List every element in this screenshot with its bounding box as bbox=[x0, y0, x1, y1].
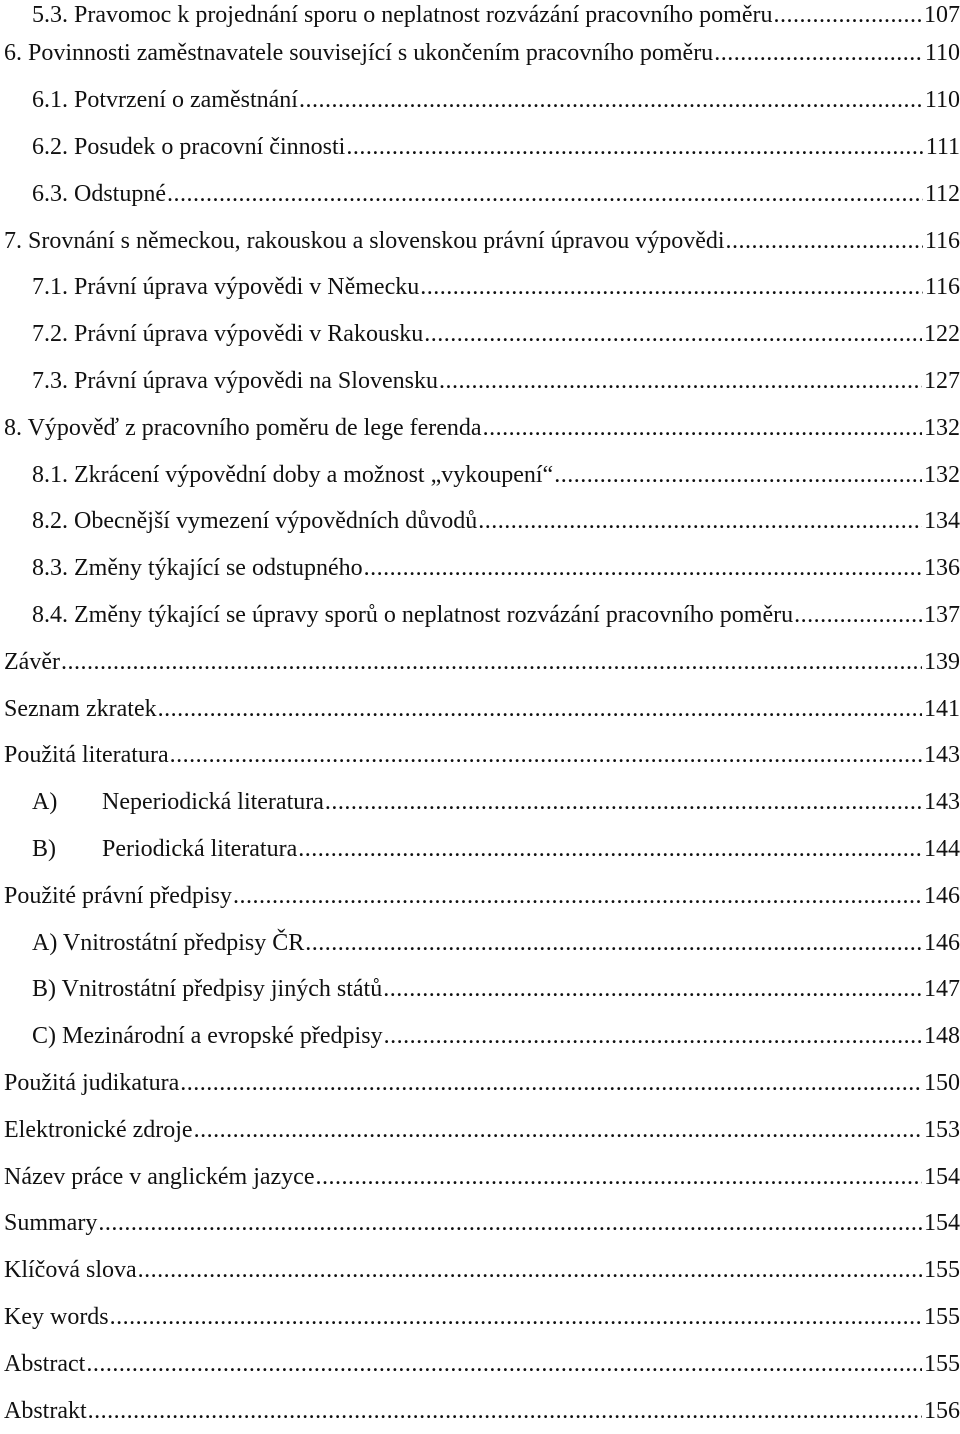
toc-entry-page-number: 141 bbox=[924, 695, 960, 722]
toc-entry-page-number: 136 bbox=[924, 555, 960, 582]
toc-entry-title bbox=[32, 88, 298, 112]
toc-entry-label: B) Vnitrostátní předpisy jiných států bbox=[32, 976, 383, 1003]
toc-entry[interactable] bbox=[4, 545, 960, 592]
toc-entry-label: 6.3. Odstupné bbox=[32, 180, 166, 207]
toc-entry[interactable] bbox=[4, 170, 960, 217]
toc-entry-page-number: 154 bbox=[924, 1163, 960, 1190]
toc-entry[interactable] bbox=[4, 1387, 960, 1434]
dot-leader bbox=[305, 931, 922, 955]
toc-entry-title bbox=[32, 931, 304, 955]
toc-entry-label: Závěr bbox=[4, 648, 60, 675]
toc-entry-label: 8.4. Změny týkající se úpravy sporů o neplatnost rozvázání pracovního poměru bbox=[32, 601, 794, 628]
toc-entry[interactable] bbox=[4, 1153, 960, 1200]
dot-leader bbox=[61, 650, 922, 674]
toc-entry-letter: A) bbox=[32, 789, 58, 816]
toc-entry-page-number: 110 bbox=[924, 87, 960, 114]
toc-entry[interactable] bbox=[4, 0, 960, 30]
toc-entry-label: Název práce v anglickém jazyce bbox=[4, 1163, 315, 1190]
toc-entry-page-number: 155 bbox=[924, 1303, 960, 1330]
toc-entry-label: 8. Výpověď z pracovního poměru de lege ferenda bbox=[4, 414, 482, 441]
toc-entry-label: Elektronické zdroje bbox=[4, 1116, 193, 1143]
toc-entry-title bbox=[32, 603, 793, 627]
toc-entry-page-number: 132 bbox=[924, 414, 960, 441]
toc-entry-label: Abstrakt bbox=[4, 1397, 87, 1424]
toc-entry-label: Klíčová slova bbox=[4, 1257, 137, 1284]
toc-entry-page-number: 155 bbox=[924, 1350, 960, 1377]
dot-leader bbox=[138, 1258, 922, 1282]
toc-entry-title bbox=[4, 1071, 179, 1095]
toc-entry-label: 8.3. Změny týkající se odstupného bbox=[32, 555, 363, 582]
toc-entry-title bbox=[4, 1118, 193, 1142]
dot-leader bbox=[554, 463, 922, 487]
toc-entry-page-number: 153 bbox=[924, 1116, 960, 1143]
dot-leader bbox=[364, 556, 922, 580]
dot-leader bbox=[110, 1305, 922, 1329]
toc-entry-page-number: 144 bbox=[924, 835, 960, 862]
toc-entry-title bbox=[32, 182, 166, 206]
toc-entry-page-number: 156 bbox=[924, 1397, 960, 1424]
dot-leader bbox=[478, 509, 922, 533]
toc-entry-title bbox=[4, 1165, 314, 1189]
toc-entry-page-number: 132 bbox=[924, 461, 960, 488]
toc-entry[interactable] bbox=[4, 826, 960, 873]
toc-entry[interactable] bbox=[4, 872, 960, 919]
toc-entry[interactable] bbox=[4, 451, 960, 498]
toc-entry-page-number: 111 bbox=[925, 133, 960, 160]
toc-entry[interactable] bbox=[4, 919, 960, 966]
toc-entry-page-number: 146 bbox=[924, 882, 960, 909]
dot-leader bbox=[170, 743, 922, 767]
toc-entry[interactable] bbox=[4, 1013, 960, 1060]
toc-entry-label: 5.3. Pravomoc k projednání sporu o neplatnost rozvázání pracovního poměru bbox=[32, 2, 773, 28]
toc-entry-page-number: 146 bbox=[924, 929, 960, 956]
toc-entry-label: Summary bbox=[4, 1210, 98, 1237]
toc-entry-title bbox=[32, 790, 324, 814]
dot-leader bbox=[346, 135, 923, 159]
toc-entry-label: Periodická literatura bbox=[102, 835, 298, 862]
toc-entry-page-number: 112 bbox=[924, 180, 960, 207]
dot-leader bbox=[298, 837, 922, 861]
toc-entry-title bbox=[32, 509, 477, 533]
toc-entry-label: 7. Srovnání s německou, rakouskou a slovenskou právní úpravou výpovědi bbox=[4, 227, 725, 254]
toc-entry-title bbox=[32, 837, 297, 861]
toc-entry[interactable] bbox=[4, 779, 960, 826]
dot-leader bbox=[773, 3, 922, 27]
toc-entry-label: 6.2. Posudek o pracovní činnosti bbox=[32, 133, 346, 160]
dot-leader bbox=[483, 416, 922, 440]
toc-entry-page-number: 150 bbox=[924, 1069, 960, 1096]
dot-leader bbox=[794, 603, 922, 627]
toc-entry-title bbox=[4, 650, 60, 674]
toc-entry[interactable] bbox=[4, 498, 960, 545]
toc-entry[interactable] bbox=[4, 732, 960, 779]
toc-entry-page-number: 127 bbox=[924, 367, 960, 394]
toc-entry[interactable] bbox=[4, 404, 960, 451]
toc-entry-title bbox=[4, 416, 482, 440]
toc-entry-title bbox=[4, 1305, 109, 1329]
toc-entry-page-number: 116 bbox=[924, 274, 960, 301]
toc-entry-label: 7.2. Právní úprava výpovědi v Rakousku bbox=[32, 321, 424, 348]
toc-entry-label: 7.3. Právní úprava výpovědi na Slovensku bbox=[32, 367, 438, 394]
toc-entry-page-number: 143 bbox=[924, 742, 960, 769]
toc-entry-label: Abstract bbox=[4, 1350, 86, 1377]
toc-entry-label: 6. Povinnosti zaměstnavatele související s ukončením pracovního poměru bbox=[4, 40, 714, 67]
toc-entry-page-number: 116 bbox=[924, 227, 960, 254]
dot-leader bbox=[88, 1399, 922, 1423]
toc-entry[interactable] bbox=[4, 592, 960, 639]
toc-entry-page-number: 148 bbox=[924, 1023, 960, 1050]
dot-leader bbox=[98, 1211, 922, 1235]
toc-entry[interactable] bbox=[4, 1247, 960, 1294]
toc-entry[interactable] bbox=[4, 685, 960, 732]
toc-entry-page-number: 134 bbox=[924, 508, 960, 535]
toc-entry-title bbox=[32, 1024, 383, 1048]
toc-entry-label: Použitá literatura bbox=[4, 742, 169, 769]
toc-entry-title bbox=[32, 3, 772, 27]
toc-entry-page-number: 110 bbox=[924, 40, 960, 67]
toc-entry[interactable] bbox=[4, 1340, 960, 1387]
dot-leader bbox=[167, 182, 923, 206]
toc-entry-title bbox=[32, 135, 345, 159]
toc-entry-label: Key words bbox=[4, 1303, 109, 1330]
toc-entry[interactable] bbox=[4, 1106, 960, 1153]
toc-entry-label: Neperiodická literatura bbox=[102, 789, 324, 816]
toc-entry-title bbox=[4, 41, 713, 65]
toc-entry-title bbox=[32, 369, 438, 393]
toc-entry-page-number: 155 bbox=[924, 1257, 960, 1284]
toc-entry[interactable] bbox=[4, 30, 960, 77]
toc-entry-label: 8.2. Obecnější vymezení výpovědních důvodů bbox=[32, 508, 478, 535]
dot-leader bbox=[439, 369, 922, 393]
dot-leader bbox=[86, 1352, 922, 1376]
dot-leader bbox=[424, 322, 922, 346]
toc-entry-title bbox=[4, 1211, 97, 1235]
dot-leader bbox=[325, 790, 922, 814]
toc-entry-title bbox=[4, 697, 157, 721]
toc-entry[interactable] bbox=[4, 638, 960, 685]
dot-leader bbox=[158, 697, 922, 721]
toc-entry-title bbox=[4, 1399, 87, 1423]
toc-entry-title bbox=[32, 977, 382, 1001]
toc-entry-title bbox=[4, 743, 169, 767]
toc-entry-label: A) Vnitrostátní předpisy ČR bbox=[32, 929, 305, 956]
toc-entry[interactable] bbox=[4, 124, 960, 171]
toc-entry-page-number: 122 bbox=[924, 321, 960, 348]
dot-leader bbox=[233, 884, 922, 908]
dot-leader bbox=[384, 1024, 922, 1048]
toc-entry-label: 6.1. Potvrzení o zaměstnání bbox=[32, 87, 298, 114]
toc-entry[interactable] bbox=[4, 358, 960, 405]
dot-leader bbox=[383, 977, 922, 1001]
toc-entry[interactable] bbox=[4, 217, 960, 264]
toc-entry-page-number: 139 bbox=[924, 648, 960, 675]
toc-entry-page-number: 143 bbox=[924, 789, 960, 816]
dot-leader bbox=[420, 275, 923, 299]
dot-leader bbox=[714, 41, 923, 65]
toc-entry-label: Použitá judikatura bbox=[4, 1069, 180, 1096]
toc-entry-title bbox=[4, 1352, 85, 1376]
toc-entry-label: Seznam zkratek bbox=[4, 695, 157, 722]
toc-entry[interactable] bbox=[4, 1060, 960, 1107]
toc-entry[interactable] bbox=[4, 311, 960, 358]
toc-entry-label: Použité právní předpisy bbox=[4, 882, 232, 909]
dot-leader bbox=[299, 88, 923, 112]
toc-entry-title bbox=[32, 322, 423, 346]
toc-entry-label: 7.1. Právní úprava výpovědi v Německu bbox=[32, 274, 420, 301]
toc-entry[interactable] bbox=[4, 1200, 960, 1247]
toc-entry-page-number: 147 bbox=[924, 976, 960, 1003]
toc-entry-label: 8.1. Zkrácení výpovědní doby a možnost „vykoupení“ bbox=[32, 461, 554, 488]
toc-entry[interactable] bbox=[4, 264, 960, 311]
toc-entry-title bbox=[32, 556, 363, 580]
toc-entry[interactable] bbox=[4, 77, 960, 124]
toc-entry-page-number: 137 bbox=[924, 601, 960, 628]
toc-entry[interactable] bbox=[4, 1294, 960, 1341]
toc-entry-title bbox=[4, 1258, 137, 1282]
dot-leader bbox=[315, 1165, 922, 1189]
toc-entry-label: C) Mezinárodní a evropské předpisy bbox=[32, 1023, 383, 1050]
dot-leader bbox=[180, 1071, 922, 1095]
toc-entry-page-number: 107 bbox=[924, 2, 960, 28]
toc-entry-title bbox=[32, 463, 553, 487]
toc-entry-title bbox=[32, 275, 419, 299]
toc-entry[interactable] bbox=[4, 966, 960, 1013]
dot-leader bbox=[726, 229, 923, 253]
toc-entry-title bbox=[4, 229, 725, 253]
toc-entry-letter: B) bbox=[32, 835, 56, 862]
toc-entry-page-number: 154 bbox=[924, 1210, 960, 1237]
table-of-contents bbox=[4, 0, 960, 1434]
dot-leader bbox=[194, 1118, 922, 1142]
toc-entry-title bbox=[4, 884, 232, 908]
